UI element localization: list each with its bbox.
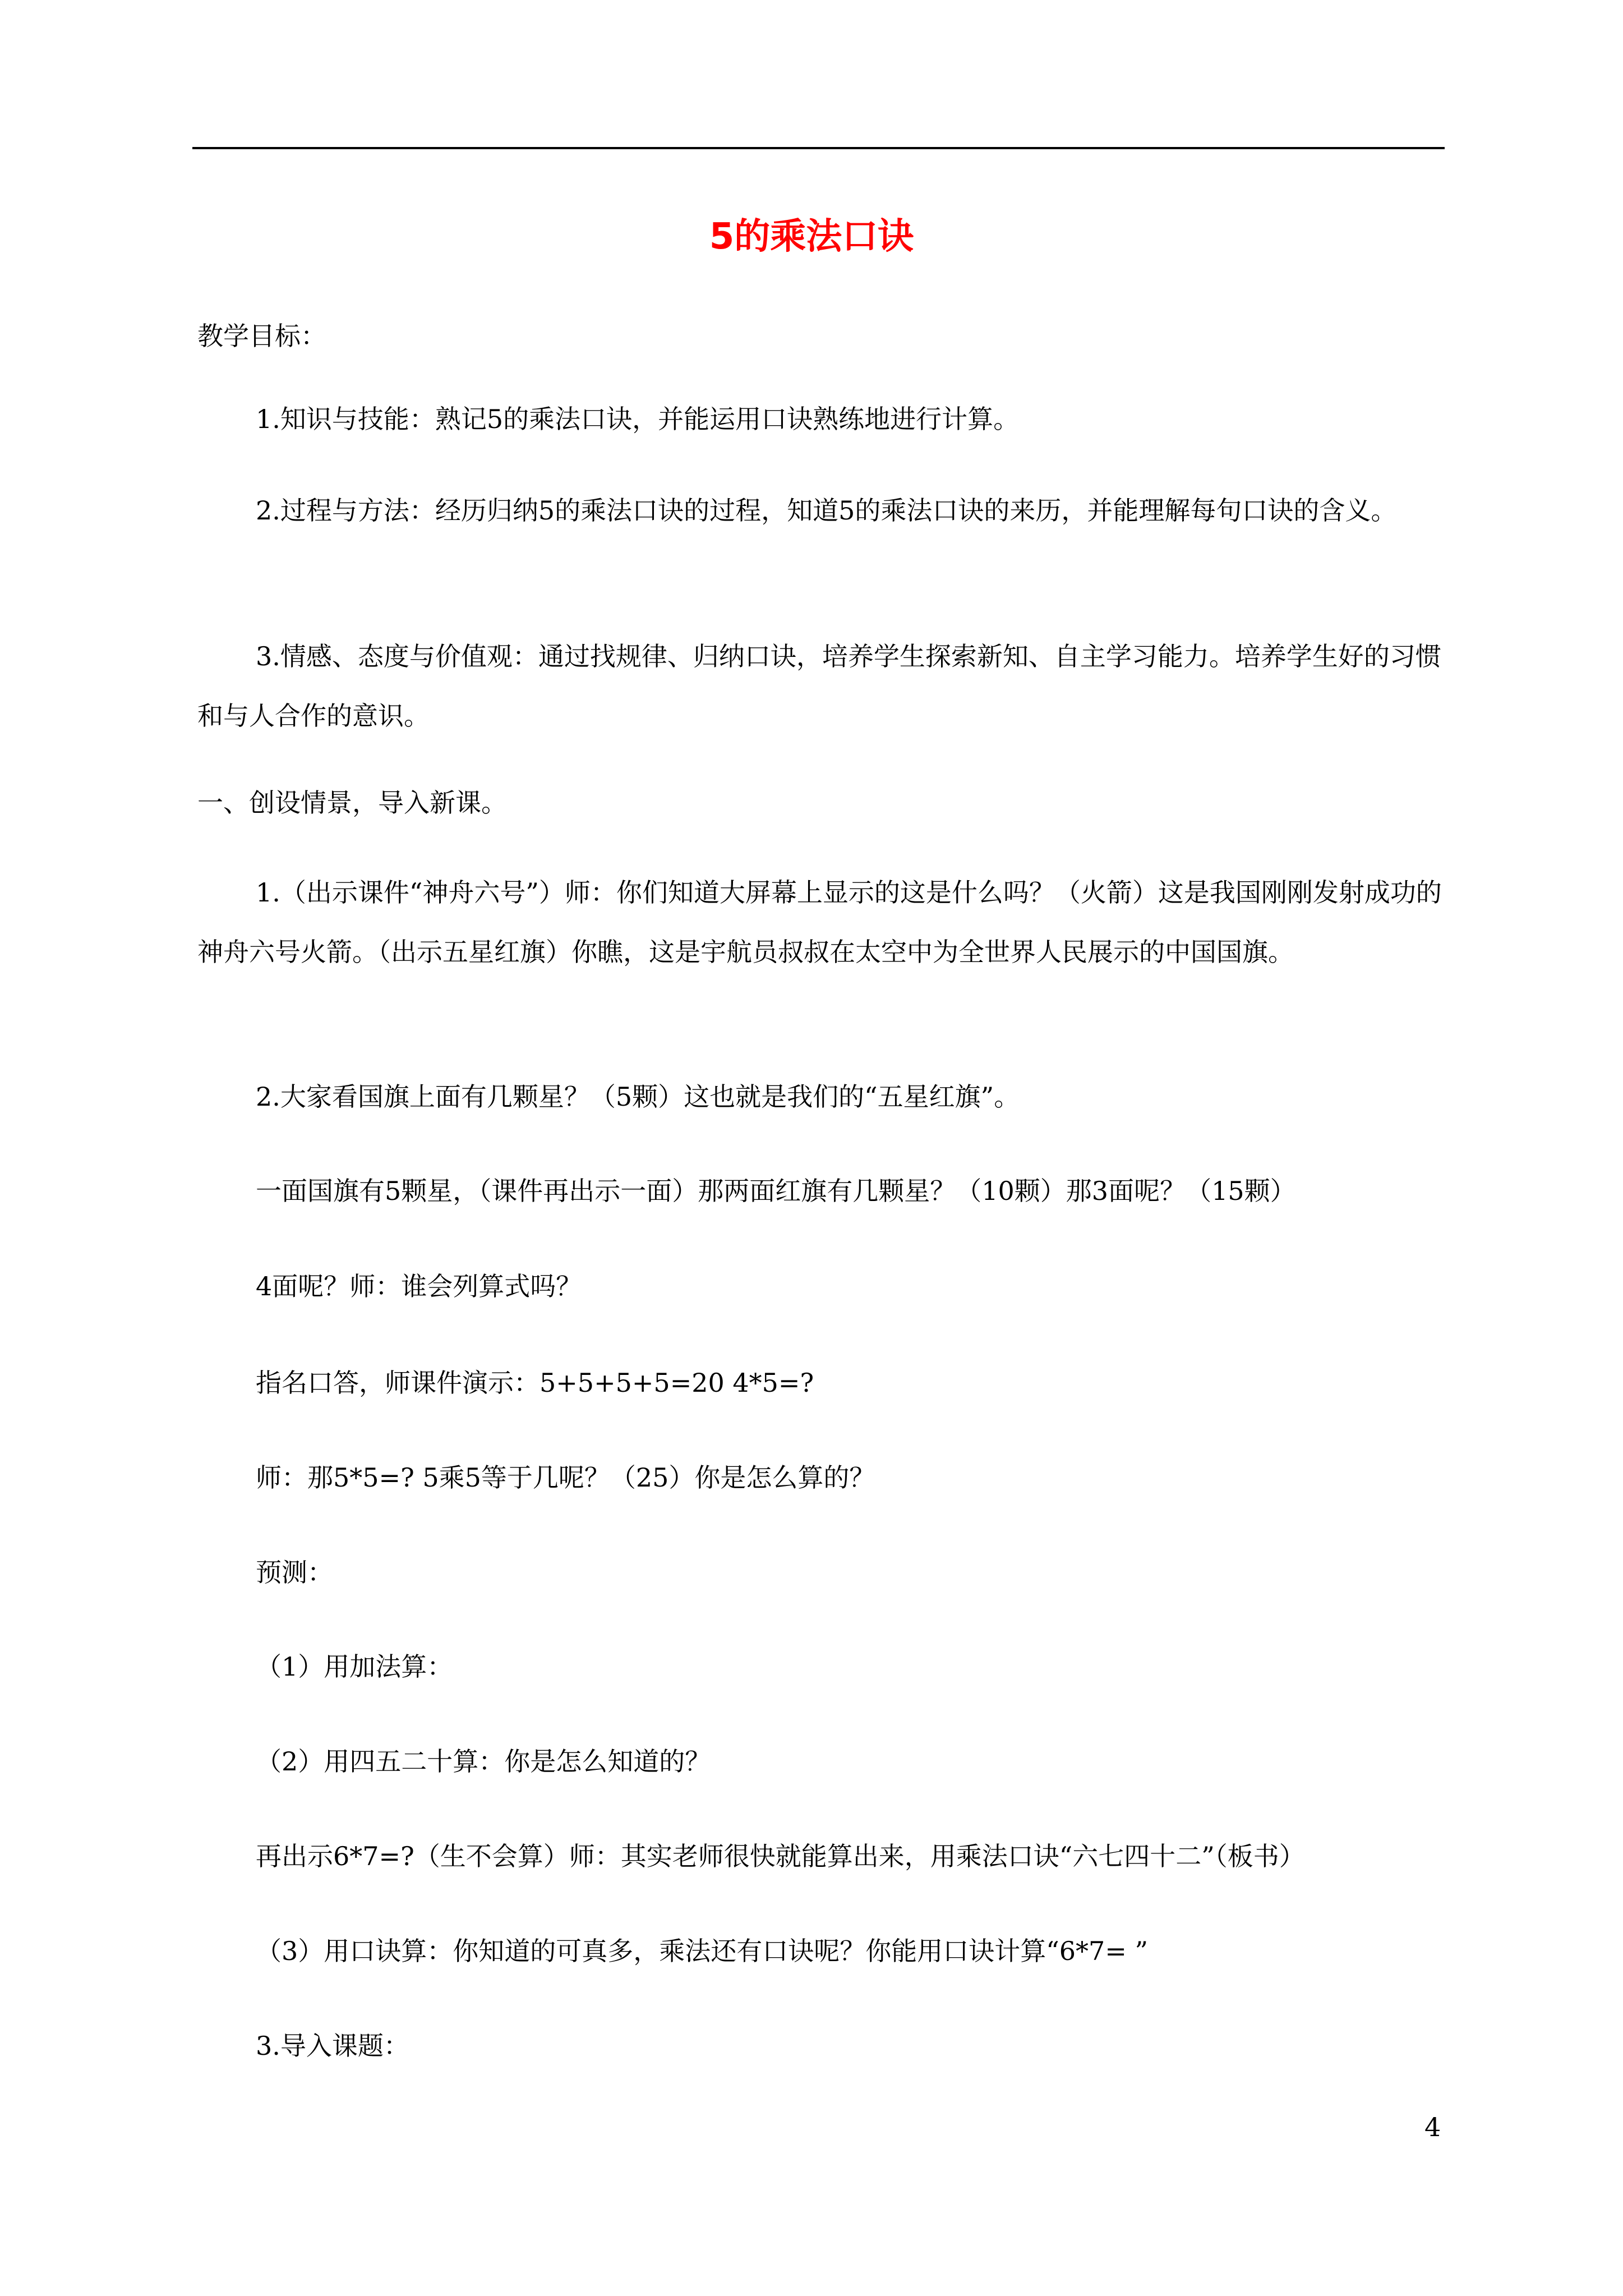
paragraph: 指名口答，师课件演示：5+5+5+5=20 4*5=? — [256, 1368, 814, 1398]
paragraph: 师：那5*5=? 5乘5等于几呢？（25）你是怎么算的？ — [256, 1462, 875, 1493]
list-item: （2）用四五二十算：你是怎么知道的？ — [256, 1746, 711, 1777]
paragraph: 3.导入课题： — [256, 2031, 409, 2061]
paragraph: 4面呢？师：谁会列算式吗？ — [256, 1271, 582, 1301]
paragraph: 3.情感、态度与价值观：通过找规律、归纳口诀，培养学生探索新知、自主学习能力。培养学生好的习惯和与人合作的意识。 — [197, 641, 1441, 731]
paragraph: 2.大家看国旗上面有几颗星？（5颗）这也就是我们的“五星红旗”。 — [256, 1082, 1020, 1112]
list-item: （3）用口诀算：你知道的可真多，乘法还有口诀呢？你能用口诀计算“6*7= ” — [256, 1936, 1148, 1966]
paragraph: 1.（出示课件“神舟六号”）师：你们知道大屏幕上显示的这是什么吗？（火箭）这是我国刚刚发射成功的神舟六号火箭。（出示五星红旗）你瞧，这是宇航员叔叔在太空中为全世界人民展示的中国国旗。 — [197, 877, 1442, 967]
list-item: （1）用加法算： — [256, 1651, 453, 1682]
paragraph: 预测： — [256, 1557, 333, 1588]
paragraph: 再出示6*7=?（生不会算）师：其实老师很快就能算出来，用乘法口诀“六七四十二”（板书） — [256, 1841, 1305, 1871]
paragraph: 2.过程与方法：经历归纳5的乘法口诀的过程，知道5的乘法口诀的来历，并能理解每句口诀的含义。 — [256, 495, 1397, 526]
header-rule — [192, 147, 1445, 149]
page-title: 5的乘法口诀 — [709, 216, 914, 257]
section-heading: 一、创设情景，导入新课。 — [197, 788, 507, 818]
paragraph: 1.知识与技能：熟记5的乘法口诀，并能运用口诀熟练地进行计算。 — [256, 404, 1020, 434]
section-heading-objectives: 教学目标： — [197, 321, 326, 351]
paragraph: 一面国旗有5颗星，（课件再出示一面）那两面红旗有几颗星？（10颗）那3面呢？（15颗） — [256, 1176, 1296, 1206]
page-number: 4 — [1424, 2112, 1441, 2142]
